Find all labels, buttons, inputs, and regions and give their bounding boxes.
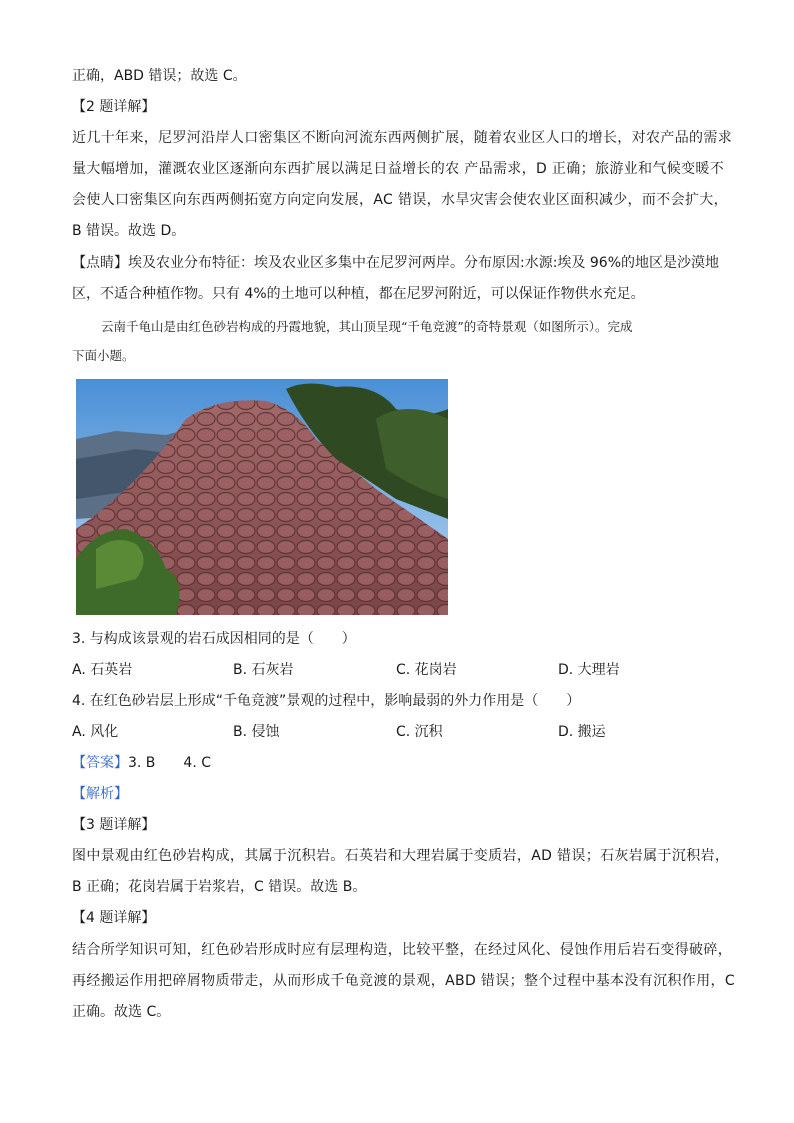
question-intro-cont: 下面小题。 bbox=[72, 348, 135, 363]
q3-option-b: B. 石灰岩 bbox=[233, 662, 294, 678]
text-line: 结合所学知识可知，红色砂岩形成时应有层理构造，比较平整，在经过风化、侵蚀作用后岩石变得破碎， bbox=[72, 942, 733, 958]
q3-option-a: A. 石英岩 bbox=[72, 662, 133, 678]
text-line: 正确，ABD 错误；故选 C。 bbox=[72, 68, 247, 84]
answer-label: 【答案】 bbox=[72, 755, 128, 771]
text-line: B 正确；花岗岩属于岩浆岩，C 错误。故选 B。 bbox=[72, 879, 367, 895]
rock-landscape-photo bbox=[76, 379, 448, 615]
answer-line bbox=[72, 753, 211, 773]
q4-option-c: C. 沉积 bbox=[396, 724, 443, 740]
text-line: 会使人口密集区向东西两侧拓宽方向定向发展，AC 错误，水旱灾害会使农业区面积减少，而不会扩大， bbox=[72, 192, 729, 208]
text-line: 近几十年来，尼罗河沿岸人口密集区不断向河流东西两侧扩展，随着农业区人口的增长，对农产品的需求 bbox=[72, 130, 733, 146]
tip-paragraph bbox=[72, 253, 719, 273]
question-intro: 云南千龟山是由红色砂岩构成的丹霞地貌，其山顶呈现“千龟竞渡”的奇特景观（如图所示）。完成 bbox=[101, 319, 633, 334]
q4-option-d: D. 搬运 bbox=[558, 724, 606, 740]
tip-text: 埃及农业分布特征：埃及农业区多集中在尼罗河两岸。分布原因:水源:埃及 96%的地区是沙漠地 bbox=[128, 255, 719, 271]
tip-label: 【点睛】 bbox=[72, 255, 128, 271]
text-line: 正确。故选 C。 bbox=[72, 1004, 171, 1020]
section-heading-q3: 【3 题详解】 bbox=[72, 817, 156, 833]
text-line: 再经搬运作用把碎屑物质带走，从而形成千龟竞渡的景观，ABD 错误；整个过程中基本没有沉积作用，C bbox=[72, 973, 735, 989]
section-heading-q2: 【2 题详解】 bbox=[72, 99, 156, 115]
question-4: 4. 在红色砂岩层上形成“千龟竞渡”景观的过程中，影响最弱的外力作用是（ ） bbox=[72, 693, 581, 709]
text-line: 图中景观由红色砂岩构成，其属于沉积岩。石英岩和大理岩属于变质岩，AD 错误；石灰岩属于沉积岩， bbox=[72, 848, 730, 864]
answer-value: 3. B 4. C bbox=[128, 755, 211, 771]
q4-option-b: B. 侵蚀 bbox=[233, 724, 280, 740]
question-3: 3. 与构成该景观的岩石成因相同的是（ ） bbox=[72, 631, 356, 647]
section-heading-q4: 【4 题详解】 bbox=[72, 910, 156, 926]
text-line: B 错误。故选 D。 bbox=[72, 223, 186, 239]
text-line: 区，不适合种植作物。只有 4%的土地可以种植，都在尼罗河附近，可以保证作物供水充足。 bbox=[72, 286, 645, 302]
text-line: 量大幅增加，灌溉农业区逐渐向东西扩展以满足日益增长的农 产品需求，D 正确；旅游业和气候变暖不 bbox=[72, 161, 725, 177]
analysis-label: 【解析】 bbox=[72, 786, 128, 802]
q4-option-a: A. 风化 bbox=[72, 724, 119, 740]
q3-option-d: D. 大理岩 bbox=[558, 662, 620, 678]
q3-option-c: C. 花岗岩 bbox=[396, 662, 457, 678]
